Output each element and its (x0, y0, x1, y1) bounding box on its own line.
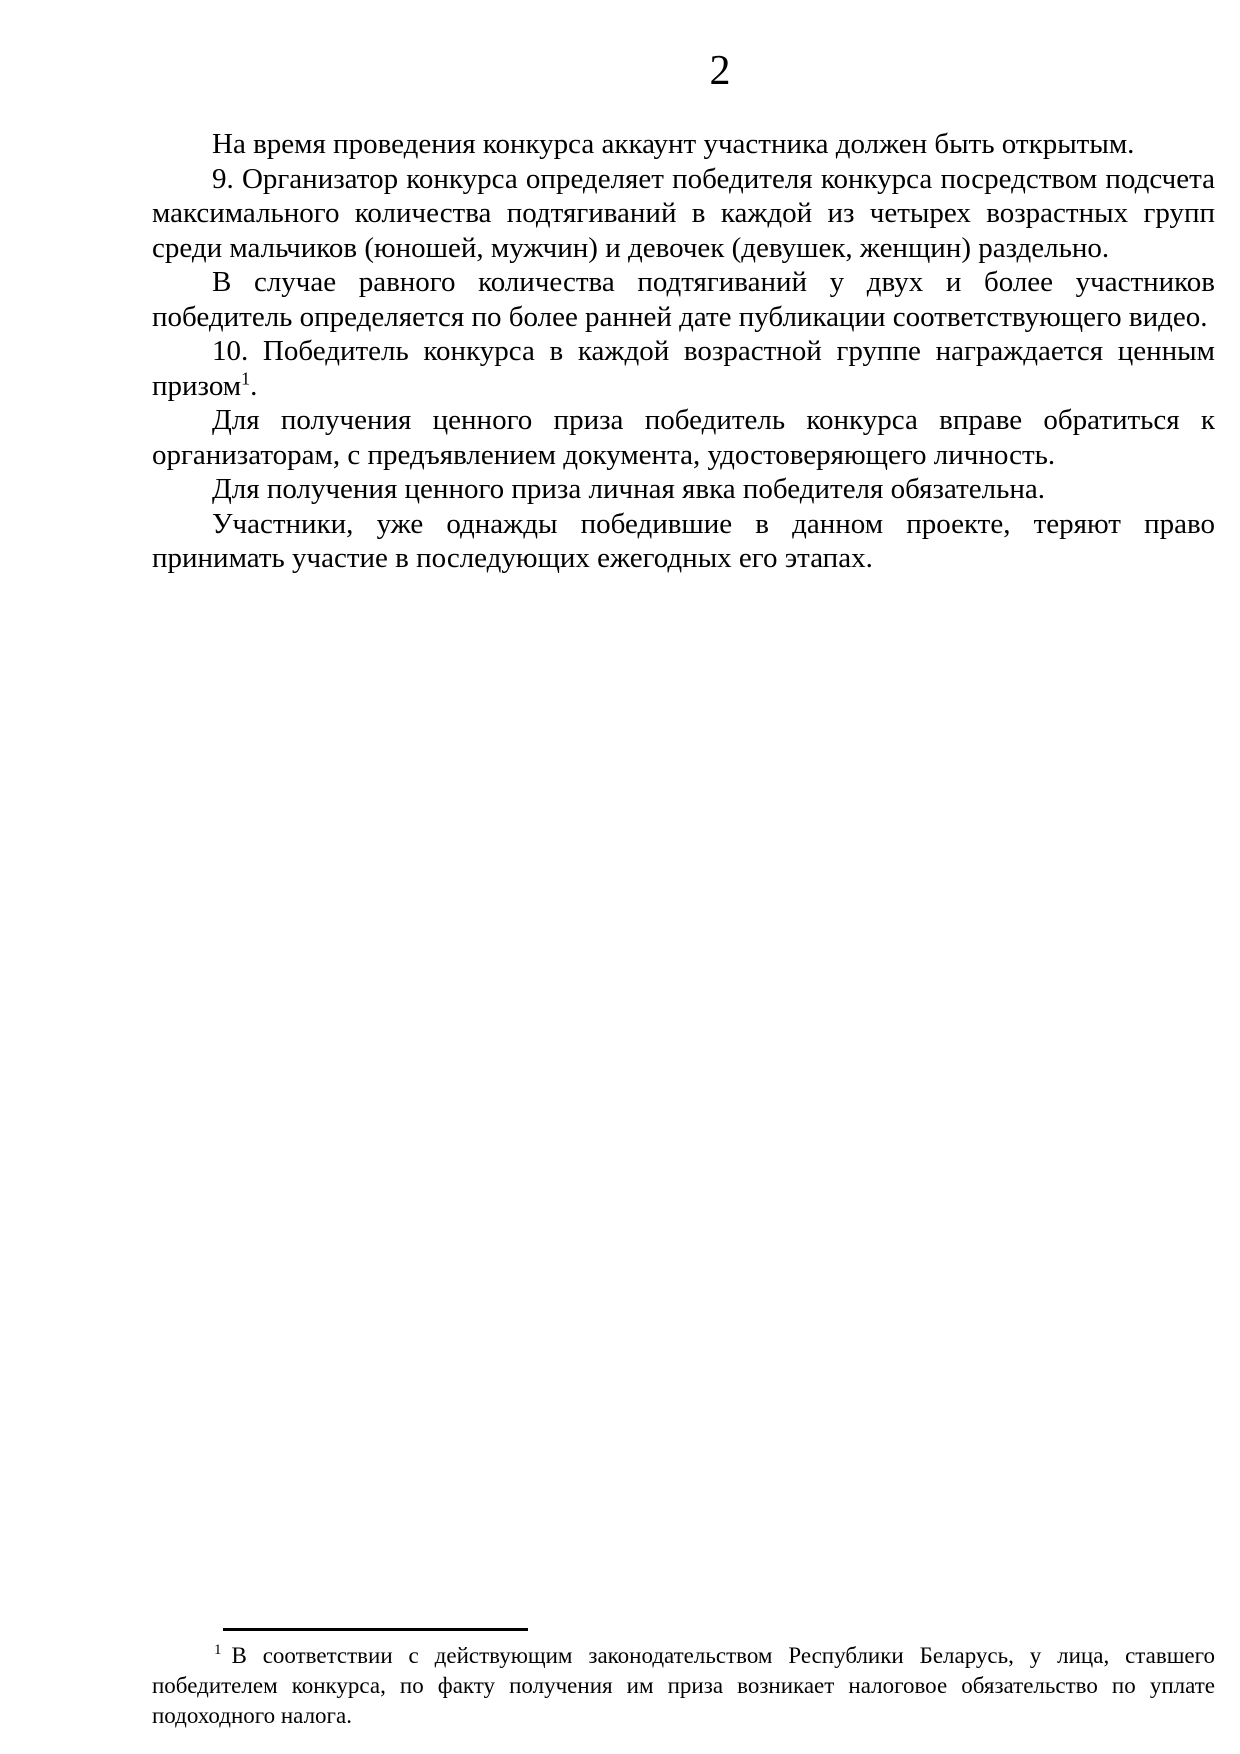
paragraph-personal-attendance: Для получения ценного приза личная явка победителя обязательна. (212, 473, 1045, 505)
document-body (152, 127, 1215, 576)
paragraph-item-10-period: . (250, 369, 258, 402)
footnote-reference: 1 (241, 367, 251, 388)
footnote-divider (223, 1628, 528, 1631)
footnote (152, 1641, 1215, 1731)
paragraph-prize-claim: Для получения ценного приза победитель конкурса вправе обратиться к организаторам, с предъявлением документа, удостоверяющего личность. (152, 404, 1215, 471)
footnote-marker: 1 (214, 1642, 222, 1659)
paragraph-account-open: На время проведения конкурса аккаунт участника должен быть открытым. (212, 128, 1135, 160)
paragraph-item-9: 9. Организатор конкурса определяет победителя конкурса посредством подсчета максимального количества подтягиваний в каждой из четырех возрастных групп среди мальчиков (юношей, мужчин) и девочек (девушек, женщин) раздельно. (152, 162, 1215, 264)
paragraph-tiebreak: В случае равного количества подтягиваний у двух и более участников победитель определяется по более ранней дате публикации соответствующего видео. (152, 266, 1215, 333)
footnote-area (152, 1628, 1215, 1731)
page-number: 2 (709, 48, 731, 94)
paragraph-item-10-text: 10. Победитель конкурса в каждой возрастной группе награждается ценным призом (152, 335, 1215, 402)
paragraph-previous-winners: Участники, уже однажды победившие в данном проекте, теряют право принимать участие в последующих ежегодных его этапах. (152, 507, 1215, 574)
paragraph-item-10 (152, 334, 1215, 403)
footnote-text: В соответствии с действующим законодательством Республики Беларусь, у лица, ставшего победителем конкурса, по факту получения им приза возникает налоговое обязательство по уплате подоходного налога. (152, 1643, 1215, 1728)
